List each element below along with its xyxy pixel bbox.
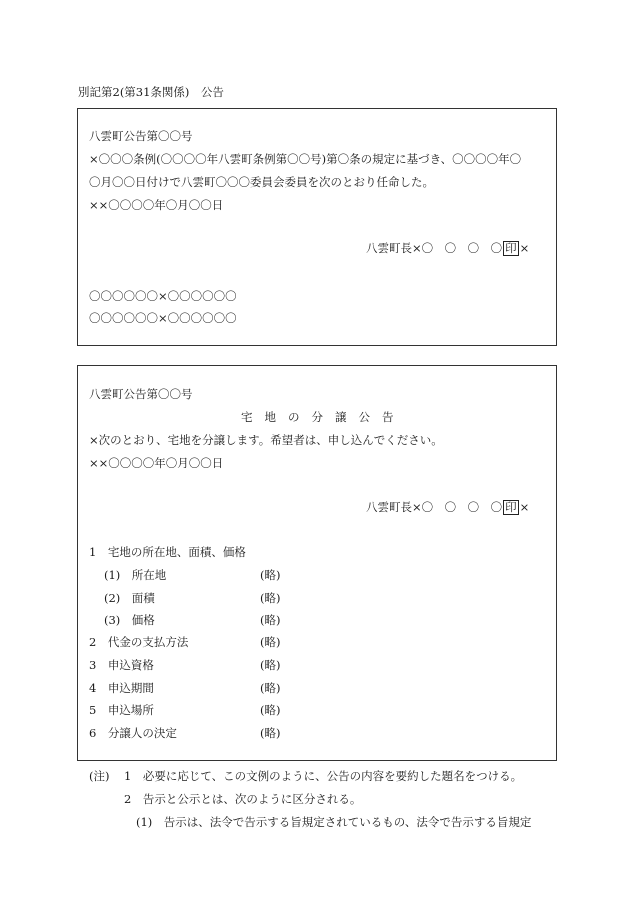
notice-number: 八雲町公告第〇〇号 xyxy=(89,387,193,401)
list-item: 2 代金の支払方法 xyxy=(89,635,189,649)
sub-item-label: (3) 価格 xyxy=(104,613,155,627)
list-item: 5 申込場所 xyxy=(89,703,154,717)
list-item-value: (略) xyxy=(260,635,281,649)
list-item: 6 分譲人の決定 xyxy=(89,726,177,740)
list-item-value: (略) xyxy=(260,658,281,672)
sub-item-value: (略) xyxy=(260,613,281,627)
seal-mark: 印 xyxy=(505,500,517,514)
appointee-name: 〇〇〇〇〇〇×〇〇〇〇〇〇 xyxy=(89,311,237,325)
notice-intro: ×次のとおり、宅地を分譲します。希望者は、申し込んでください。 xyxy=(89,433,443,447)
note-item: 1 必要に応じて、この文例のように、公告の内容を要約した題名をつける。 xyxy=(124,769,523,783)
notice-title: 宅地の分譲公告 xyxy=(241,410,406,424)
note-item: 2 告示と公示とは、次のように区分される。 xyxy=(124,792,362,806)
sub-item-value: (略) xyxy=(260,591,281,605)
note-prefix: (注) xyxy=(89,769,110,783)
list-item-value: (略) xyxy=(260,726,281,740)
notice-body-line: 〇月〇〇日付けで八雲町〇〇〇委員会委員を次のとおり任命した。 xyxy=(89,175,434,189)
list-item: 4 申込期間 xyxy=(89,681,154,695)
list-item: 3 申込資格 xyxy=(89,658,154,672)
note-sub-item: (1) 告示は、法令で告示する旨規定されているもの、法令で告示する旨規定 xyxy=(136,815,532,829)
sub-item-value: (略) xyxy=(260,568,281,582)
list-item: 1 宅地の所在地、面積、価格 xyxy=(89,545,246,559)
list-item-value: (略) xyxy=(260,681,281,695)
sub-item-label: (2) 面積 xyxy=(104,591,155,605)
notice-date: ××〇〇〇〇年〇月〇〇日 xyxy=(89,198,224,212)
page-heading: 別記第2(第31条関係) 公告 xyxy=(78,85,224,99)
notice-number: 八雲町公告第〇〇号 xyxy=(89,129,193,143)
signature-text: 八雲町長×〇 〇 〇 〇 xyxy=(366,500,503,514)
appointee-name: 〇〇〇〇〇〇×〇〇〇〇〇〇 xyxy=(89,289,237,303)
mayor-signature xyxy=(366,240,529,256)
mayor-signature xyxy=(366,499,529,515)
signature-suffix: × xyxy=(519,241,530,255)
sub-item-label: (1) 所在地 xyxy=(104,568,167,582)
signature-suffix: × xyxy=(519,500,530,514)
signature-text: 八雲町長×〇 〇 〇 〇 xyxy=(366,241,503,255)
list-item-value: (略) xyxy=(260,703,281,717)
seal-mark: 印 xyxy=(505,241,517,255)
notice-date: ××〇〇〇〇年〇月〇〇日 xyxy=(89,456,224,470)
notice-body-line: ×〇〇〇条例(〇〇〇〇年八雲町条例第〇〇号)第〇条の規定に基づき、〇〇〇〇年〇 xyxy=(89,152,522,166)
